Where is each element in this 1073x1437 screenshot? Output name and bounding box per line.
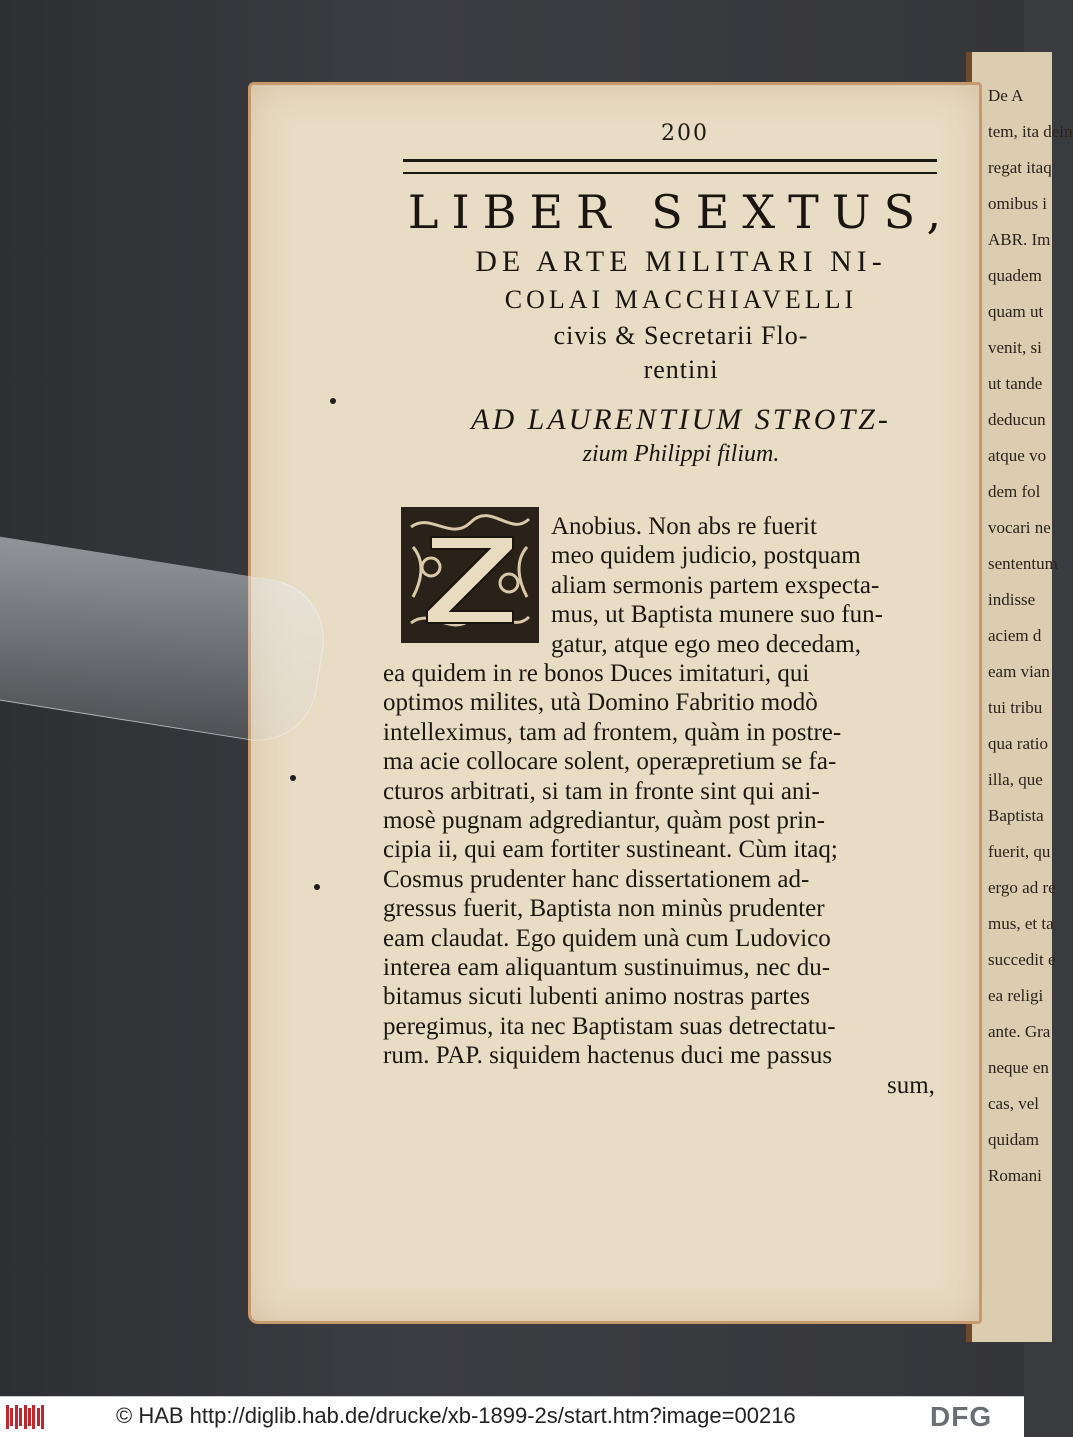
facing-page-fragment: regat itaq — [988, 158, 1052, 177]
facing-page-fragment: omibus i — [988, 194, 1048, 213]
body-line: peregimus, ita nec Baptistam suas detrectatu- — [383, 1012, 836, 1040]
body-line: cipia ii, qui eam fortiter sustineant. Cùm itaq; — [383, 836, 838, 864]
margin-dot — [290, 775, 296, 781]
facing-page-fragment: quam ut — [988, 302, 1044, 321]
body-line: interea eam aliquantum sustinuimus, nec du- — [383, 954, 831, 981]
facing-page-fragment: atque vo — [988, 446, 1047, 465]
title-line: DE ARTE MILITARI NI- — [475, 245, 887, 278]
body-line: ea quidem in re bonos Duces imitaturi, qui — [383, 660, 810, 687]
title-main: LIBER SEXTUS, — [407, 185, 955, 239]
facing-page-fragment: tem, ita dein — [988, 122, 1073, 141]
body-line: gatur, atque ego meo decedam, — [551, 630, 861, 658]
facing-page-fragment: mus, et ta — [988, 914, 1054, 933]
body-line: optimos milites, utà Domino Fabritio modò — [383, 689, 818, 717]
body-line: Cosmus prudenter hanc dissertationem ad- — [383, 865, 810, 893]
facing-page-fragment: quidam — [988, 1130, 1039, 1149]
facing-page-fragment: dem fol — [988, 482, 1041, 501]
footer-credit[interactable]: © HAB http://diglib.hab.de/drucke/xb-1899-2s/start.htm?image=00216 — [116, 1403, 796, 1428]
page-number: 200 — [661, 121, 709, 146]
facing-page-fragment: De A — [988, 86, 1024, 105]
facing-page-fragment: ut tande — [988, 374, 1043, 393]
title-line: civis & Secretarii Flo- — [553, 321, 809, 350]
margin-dot — [314, 884, 320, 890]
decorated-initial-z — [401, 507, 539, 643]
title-line: rentini — [643, 355, 719, 384]
facing-page-fragment: ergo ad re — [988, 878, 1056, 897]
header-rule — [403, 159, 937, 174]
dedication-line: zium Philippi filium. — [582, 441, 780, 467]
facing-page-fragment: Baptista — [988, 806, 1044, 825]
facing-page-fragment: illa, que — [988, 770, 1043, 789]
hab-logo-icon — [6, 1405, 46, 1429]
body-line: sum, — [887, 1071, 935, 1099]
facing-page-fragment: ante. Gra — [988, 1022, 1051, 1041]
facing-page-fragment: ea religi — [988, 986, 1044, 1005]
body-line: intelleximus, tam ad frontem, quàm in postre- — [383, 718, 842, 746]
facing-page-fragment: eam vian — [988, 662, 1050, 681]
body-line: ma acie collocare solent, operæpretium se fa- — [383, 748, 837, 776]
body-line: aliam sermonis partem exspecta- — [551, 571, 880, 599]
facing-page-fragment: vocari ne — [988, 518, 1051, 537]
dedication-line: AD LAURENTIUM STROTZ- — [471, 403, 891, 436]
facing-page-fragment: deducun — [988, 410, 1046, 429]
body-line: gressus fuerit, Baptista non minùs prudenter — [383, 895, 825, 923]
body-line: rum. PAP. siquidem hactenus duci me passus — [383, 1042, 833, 1070]
facing-page-fragment: neque en — [988, 1058, 1049, 1077]
dfg-logo: DFG — [930, 1401, 993, 1432]
body-line: cturos arbitrati, si tam in fronte sint qui ani- — [383, 777, 820, 805]
book-page — [248, 82, 982, 1324]
facing-page-fragment: tui tribu — [988, 698, 1043, 717]
body-line: meo quidem judicio, postquam — [551, 542, 861, 570]
body-line: mosè pugnam adgrediantur, quàm post prin- — [383, 807, 825, 834]
body-line: eam claudat. Ego quidem unà cum Ludovico — [383, 924, 831, 952]
facing-page-fragment: aciem d — [988, 626, 1042, 645]
facing-page-fragment: quadem — [988, 266, 1042, 285]
facing-page-fragment: succedit e — [988, 950, 1056, 969]
body-line: mus, ut Baptista munere suo fun- — [551, 601, 883, 629]
margin-dot — [330, 398, 336, 404]
facing-page-fragment: sententum — [988, 554, 1058, 573]
facing-page-fragment: fuerit, qu — [988, 842, 1051, 861]
facing-page-fragment: ABR. Im — [988, 230, 1051, 249]
facing-page-fragment: cas, vel — [988, 1094, 1039, 1113]
facing-page-fragment: venit, si — [988, 338, 1042, 357]
body-line: Anobius. Non abs re fuerit — [551, 513, 817, 540]
facing-page-fragment: indisse — [988, 590, 1036, 609]
body-line: bitamus sicuti lubenti animo nostras partes — [383, 983, 811, 1011]
facing-page-fragment: qua ratio — [988, 734, 1048, 753]
title-line: COLAI MACCHIAVELLI — [504, 285, 858, 314]
facing-page-fragment: Romani — [988, 1166, 1042, 1185]
footer-bar — [0, 1396, 1024, 1437]
